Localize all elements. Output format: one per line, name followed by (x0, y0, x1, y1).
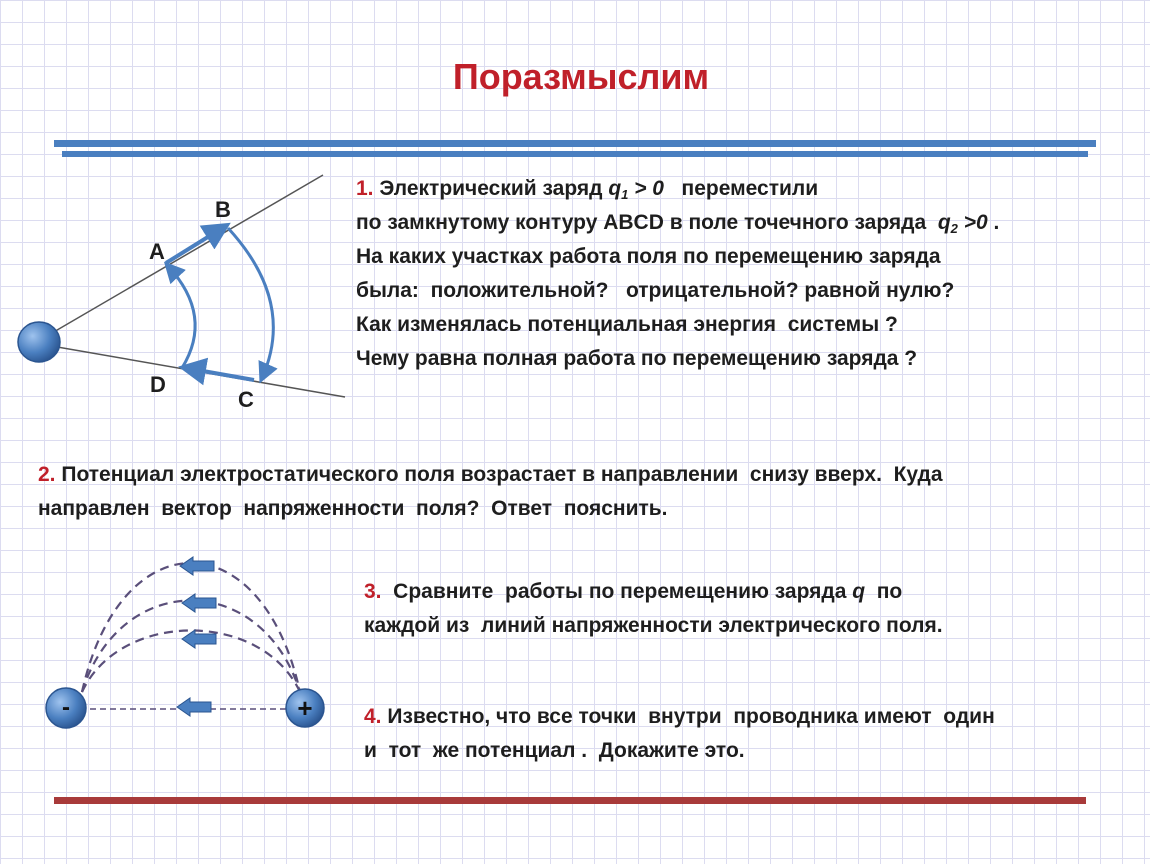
field-line-2 (82, 601, 300, 693)
page-title: Поразмыслим (452, 56, 710, 97)
q1-line-1: 1. Электрический заряд $q_1 > 0$ переместили (356, 177, 819, 202)
q2-number: 2. (38, 463, 56, 486)
arrow-left-icon (177, 698, 211, 716)
question-3 (364, 575, 943, 643)
arrow-left-icon (180, 557, 214, 575)
q3-line-1: 3. Сравните работы по перемещению заряда q по (364, 580, 903, 603)
field-line-1 (82, 563, 300, 692)
positive-sign: + (297, 693, 313, 723)
label-d: D (150, 372, 166, 397)
q1-line-2: по замкнутому контуру ABCD в поле точечного заряда $q_2 >0$ . (356, 211, 1000, 236)
negative-sign: - (62, 694, 70, 721)
q3-line-2: каждой из линий напряженности электрического поля. (364, 614, 943, 637)
q2-line-1: 2. Потенциал электростатического поля возрастает в направлении снизу вверх. Куда (38, 463, 943, 486)
label-c: C (238, 387, 254, 412)
q1-line-3: На каких участках работа поля по перемещению заряда (356, 245, 941, 268)
q1-line-4: была: положительной? отрицательной? равной нулю? (356, 279, 955, 302)
q1-number: 1. (356, 177, 374, 200)
label-b: B (215, 197, 231, 222)
q2-line-2: направлен вектор напряженности поля? Ответ пояснить. (38, 497, 668, 520)
q1-line-6: Чему равна полная работа по перемещению заряда ? (356, 347, 918, 370)
q1-var: $q_1$ (608, 177, 629, 202)
question-1 (356, 172, 999, 376)
question-4 (364, 700, 995, 768)
q2-var: $q_2$ (937, 211, 958, 236)
q4-line-2: и тот же потенциал . Докажите это. (364, 739, 745, 762)
label-a: A (149, 239, 165, 264)
q1-line-5: Как изменялась потенциальная энергия системы ? (356, 313, 898, 336)
q4-number: 4. (364, 705, 382, 728)
bottom-rule (54, 797, 1086, 804)
arrow-left-icon (182, 594, 216, 612)
q4-line-1: 4. Известно, что все точки внутри проводника имеют один (364, 705, 995, 728)
q3-number: 3. (364, 580, 382, 603)
question-2 (38, 458, 943, 526)
